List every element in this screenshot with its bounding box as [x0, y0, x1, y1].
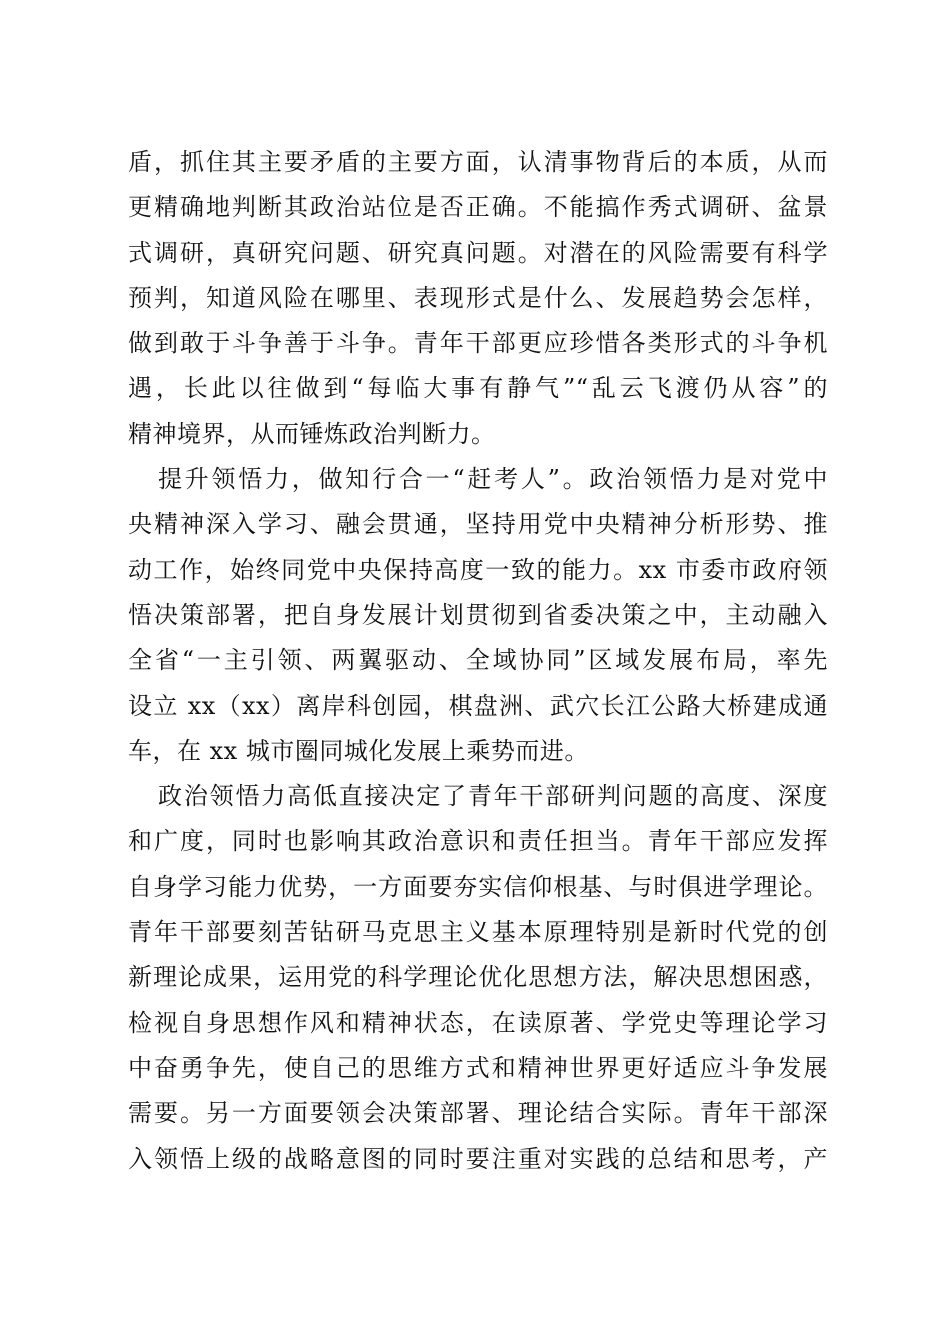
text-line: 预判，知道风险在哪里、表现形式是什么、发展趋势会怎样， — [128, 283, 828, 312]
text-line: 青年干部要刻苦钻研马克思主义基本原理特别是新时代党的创 — [128, 918, 828, 947]
text-line: 式调研，真研究问题、研究真问题。对潜在的风险需要有科学 — [128, 238, 828, 267]
document-body — [128, 140, 828, 1182]
text-line: 做到敢于斗争善于斗争。青年干部更应珍惜各类形式的斗争机 — [128, 329, 828, 358]
text-line: 自身学习能力优势，一方面要夯实信仰根基、与时俱进学理论。 — [128, 872, 828, 901]
text-line: 盾，抓住其主要矛盾的主要方面，认清事物背后的本质，从而 — [128, 148, 828, 176]
text-line: 入领悟上级的战略意图的同时要注重对实践的总结和思考，产 — [128, 1144, 828, 1173]
text-line: 悟决策部署，把自身发展计划贯彻到省委决策之中，主动融入 — [128, 600, 828, 629]
text-line: 更精确地判断其政治站位是否正确。不能搞作秀式调研、盆景 — [128, 193, 828, 222]
text-line: 和广度，同时也影响其政治意识和责任担当。青年干部应发挥 — [128, 827, 828, 856]
text-line: 车，在 xx 城市圈同城化发展上乘势而进。 — [128, 736, 589, 765]
text-line: 检视自身思想作风和精神状态，在读原著、学党史等理论学习 — [128, 1008, 828, 1037]
paragraph-start-line: 提升领悟力，做知行合一“赶考人”。政治领悟力是对党中 — [158, 465, 828, 494]
text-line: 精神境界，从而锤炼政治判断力。 — [128, 419, 496, 448]
text-line: 中奋勇争先，使自己的思维方式和精神世界更好适应斗争发展 — [128, 1053, 828, 1082]
text-line: 需要。另一方面要领会决策部署、理论结合实际。青年干部深 — [128, 1099, 828, 1128]
paragraph-start-line: 政治领悟力高低直接决定了青年干部研判问题的高度、深度 — [158, 782, 828, 811]
text-line: 遇，长此以往做到“每临大事有静气”“乱云飞渡仍从容”的 — [128, 374, 828, 403]
text-line: 动工作，始终同党中央保持高度一致的能力。xx 市委市政府领 — [128, 555, 828, 584]
text-line: 新理论成果，运用党的科学理论优化思想方法，解决思想困惑， — [128, 963, 828, 992]
text-line: 设立 xx（xx）离岸科创园，棋盘洲、武穴长江公路大桥建成通 — [128, 691, 828, 720]
text-line: 全省“一主引领、两翼驱动、全域协同”区域发展布局，率先 — [128, 646, 828, 675]
text-line: 央精神深入学习、融会贯通，坚持用党中央精神分析形势、推 — [128, 510, 828, 539]
